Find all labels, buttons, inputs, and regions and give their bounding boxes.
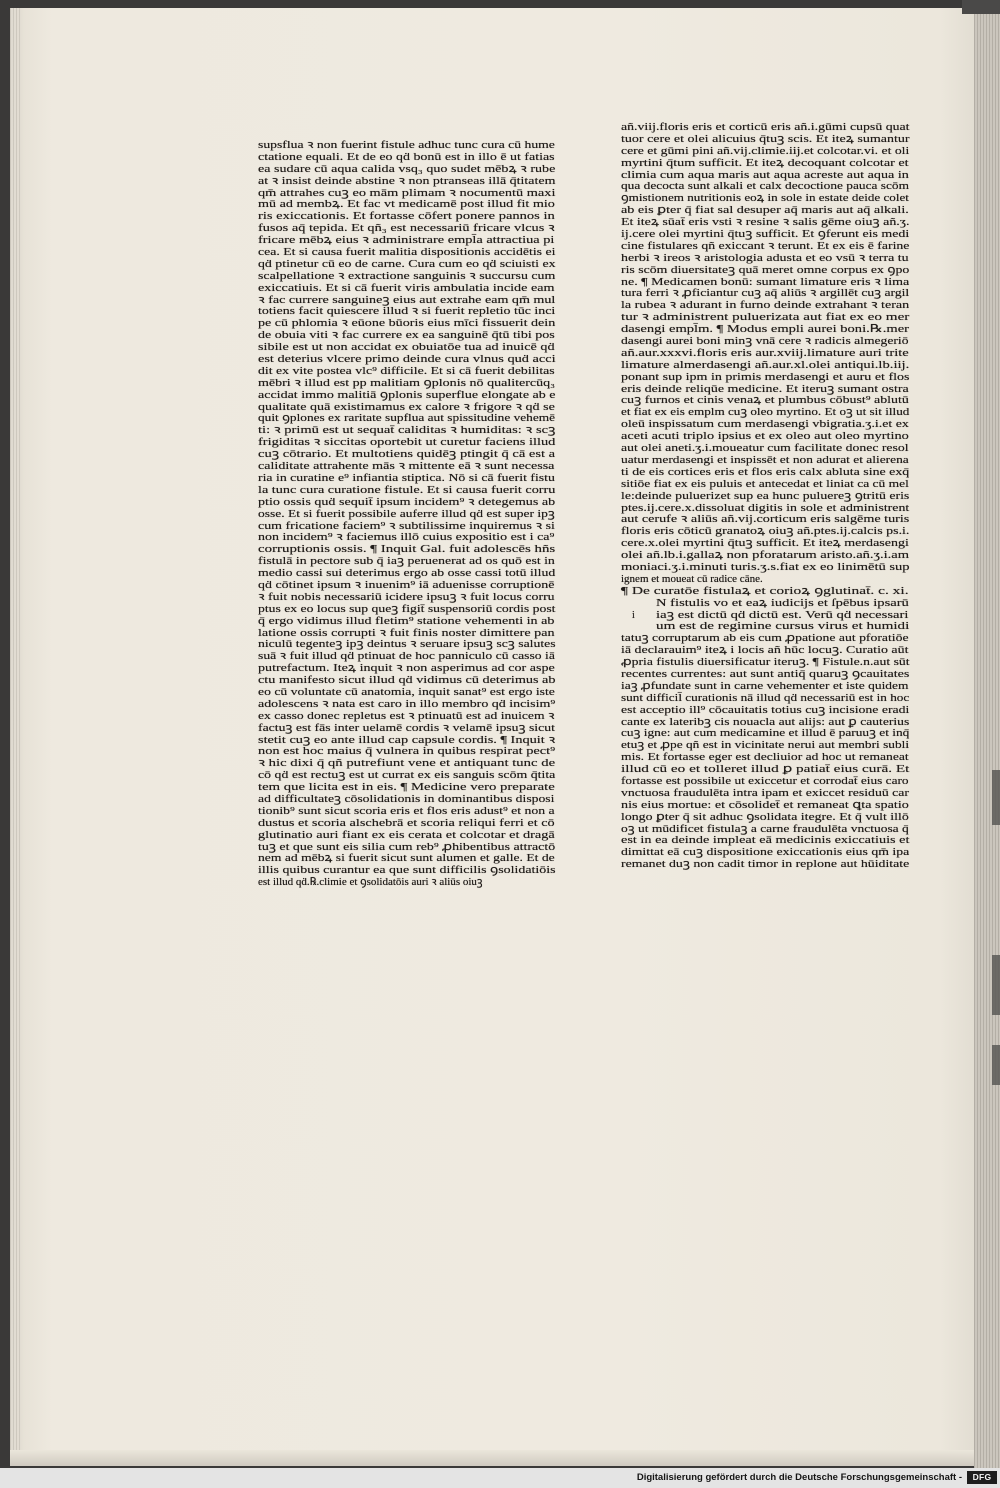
line-text: tura ferri ꝛ ꝓficiantur cuꝫ aq̄ aliūs ꝛ argillēt cuꝫ argil	[621, 287, 910, 300]
line-text: cum fricatione faciem⁹ ꝛ subtilissime inquiremus ꝛ si	[258, 519, 555, 532]
line-text: cō qḋ est rectuꝫ est ut currat ex eis sanguis scōm q̄tita	[258, 769, 556, 782]
line-text: mēbri ꝛ illud est pp malitiam ꝯplonis nō qualitercūq₃	[258, 376, 556, 389]
line-text: est in ea deinde impleat eā medicinis exiccatiuis et	[621, 834, 910, 847]
line-text: nem ad mēbꝝ si fuerit sicut sunt alumen et galle. Et de	[258, 852, 555, 865]
left-column	[258, 140, 555, 889]
line-text: tem que licita est in eis. ¶ Medicine vero preparate	[258, 781, 555, 794]
line-text: cuꝫ furnos et cinis venaꝝ et plumbus cōbust⁹ ablutū	[621, 394, 909, 407]
line-text: tuor cere et olei alicuius q̄tuꝫ scis. Et iteꝝ sumantur	[621, 132, 910, 145]
line-text: uatur merdasengi et inspissēt et non adurat et alierena	[621, 453, 909, 466]
line-text: est deterius vlcere primo deinde cura vlnus quḋ acci	[258, 353, 556, 366]
line-text: iaꝫ est dictū qḋ dictū est. Verū qḋ necessari	[656, 608, 909, 621]
line-text: pe cū phlomia ꝛ eūone būoris eius mīci fissuerit dein	[258, 317, 556, 330]
line-text: N fistulis vo et eaꝝ iudicijs et ſpēbus ipsarū	[656, 596, 909, 609]
line-text: medio cassi sui deterimus ergo ab osse cassi totū illud	[258, 567, 556, 580]
line-text: herbi ꝛ ireos ꝛ aristologia adusta et eo vsū ꝛ terra tu	[621, 251, 909, 264]
line-text: cine fistulares qñ exiccant ꝛ terunt. Et ex eis ē farine	[621, 239, 910, 252]
line-text: qḋ cōtinet ipsum ꝛ inuenim⁹ iā aduenisse corruptionē	[258, 578, 555, 591]
line-text: iā declarauim⁹ iteꝝ i locis añ hūc locuꝫ. Curatio aūt	[621, 644, 909, 657]
line-text: osse. Et si fuerit possibile auferre illud qḋ est super ipꝫ	[258, 507, 555, 520]
line-text: cuꝫ igne: aut cum medicamine et illud ē paruuꝫ et inq̄	[621, 727, 910, 740]
page-edge-shadow	[992, 955, 1000, 1015]
line-text: scalpellatione ꝛ extractione sanguinis ꝛ succursu cum	[258, 269, 556, 282]
line-text: fusos aq̄ tepida. Et qñ₃ est necessariū fricare vlcus ꝛ	[258, 222, 555, 235]
line-text: latione ossis corrupti ꝛ fuit finis noster dimittere pan	[258, 626, 555, 639]
line-text: ti: ꝛ primū est ut sequat̄ caliditas ꝛ humiditas: ꝛ scꝫ	[258, 424, 556, 437]
line-text: cere.x.olei myrtini q̄tuꝫ sufficit. Et iteꝝ merdasengi	[621, 537, 909, 550]
line-text: ignem et moueat cū radice cāne.	[621, 572, 763, 585]
line-text: ex casso donec repletus est ꝛ ptinuatū est ad inuicem ꝛ	[258, 709, 555, 722]
line-text: añ.aur.xxxvi.floris eris aur.xviij.limature auri trite	[621, 346, 909, 359]
line-text: de obuia viti ꝛ fac currere ex ea sanguinē q̄tū tibi pos	[258, 329, 555, 342]
line-text: dasengi empl̄m. ¶ Modus empli aurei boni.℞.mer	[621, 323, 910, 336]
line-text: ria in curatine e⁹ infiantia stiptica. Nō si cā fuerit fistu	[258, 471, 555, 484]
line-text: fricare mēbꝝ eius ꝛ administrare empl̄a attractiua pi	[258, 234, 555, 247]
line-text: corruptionis ossis. ¶ Inquit Gal. fuit adolescēs hñs	[258, 543, 556, 556]
line-text: ctatione equali. Et de eo qḋ bonū est in illo ē ut fatias	[258, 150, 555, 163]
line-text: adolescens ꝛ nata est caro in illo membro qḋ incisim⁹	[258, 697, 556, 710]
line-text: nis eius mortue: et cōsolidet̄ et remaneat ꝗta spatio	[621, 798, 909, 811]
left-column-line	[258, 877, 555, 889]
line-text: qḋ ptinetur cū eo de carne. Cura cum eo qḋ sciuisti ex	[258, 257, 556, 270]
line-text: non est hoc maius q̄ vulnera in quibus respirat pect⁹	[258, 745, 556, 758]
line-text: vnctuosa fraudulēta intra ipam et exiccet residuū car	[621, 786, 909, 799]
line-text: añ.viij.floris eris et corticū eris añ.i.gūmi cupsū quat	[621, 121, 910, 133]
line-text: floris eris cōticū granatoꝝ oiuꝫ añ.ptes.ij.calcis ps.i.	[621, 525, 910, 538]
line-text: niculū tegenteꝫ ipꝫ deintus ꝛ seruare ipsuꝫ scꝫ salutes	[258, 638, 556, 651]
line-text: recentes currentes: aut sunt antiq̄ quaruꝫ ꝯcauitates	[621, 667, 910, 680]
line-text: ij.cere olei myrtini q̄tuꝫ sufficit. Et ꝯferunt eis medi	[621, 228, 910, 241]
line-text: putrefactum. Iteꝝ inquit ꝛ non asperimus ad cor aspe	[258, 662, 555, 675]
line-text: myrtini q̄tum sufficit. Et iteꝝ decoquant colcotar et	[621, 156, 909, 169]
line-text: tuꝫ et que sunt eis silia cum reb⁹ ꝓhibentibus attractō	[258, 840, 556, 853]
line-text: illud cū eo et tolleret illud ꝑ patiat̄ eius curā. Et	[621, 763, 910, 776]
line-text: la rubea ꝛ adurant in furno deinde extrahant ꝛ teran	[621, 299, 910, 312]
line-text: sitiōe fiat ex eis puluis et antecedat et liniat ca cū mel	[621, 477, 909, 490]
line-text: supsflua ꝛ non fuerint fistule adhuc tunc cura cū hume	[258, 139, 555, 151]
page-stack-edge	[974, 0, 1000, 1468]
line-text: aut olei aneti.ʒ.i.moueatur cum facilitate donec resol	[621, 442, 909, 455]
line-text: exiccatiuis. Et si cā fuerit viris ambulatia incide eam	[258, 281, 555, 294]
line-text: ad difficultateꝫ cōsolidationis in dominantibus disposi	[258, 792, 555, 805]
line-text: limature almerdasengi añ.aur.xl.olei antiqui.lb.iij.	[621, 358, 910, 371]
chapter-opening	[621, 598, 909, 634]
dfg-logo: DFG	[967, 1471, 997, 1484]
line-text: qm̄ attrahes cuꝫ eo mām plimam ꝛ nocumentū maxi	[258, 186, 556, 199]
line-text: ptes.ij.cere.x.dissoluat digitis in sole et administrent	[621, 501, 910, 514]
page-edge-shadow	[992, 770, 1000, 825]
page-stack-shadow	[962, 0, 1000, 14]
line-text: le:deinde puluerizet sup ea hunc puluereꝫ ꝯtritū eris	[621, 489, 910, 502]
right-column-block	[621, 122, 909, 586]
footer-bar	[0, 1468, 1000, 1488]
line-text: tionib⁹ sunt sicut scoria eris et flos eris adust⁹ et non a	[258, 804, 555, 817]
initial-guide-letter: i	[632, 609, 635, 621]
funding-notice: Digitalisierung gefördert durch die Deutsche Forschungsgemeinschaft -	[636, 1472, 962, 1483]
line-text: stetit cuꝫ eo ante illud cap capsule cordis. ¶ Inquit ꝛ	[258, 733, 556, 746]
line-text: q̄ ergo vidimus illud fletim⁹ statione vehementi in ab	[258, 614, 555, 627]
line-text: tur ꝛ administrent puluerizata aut fiat ex eo mer	[621, 311, 910, 324]
line-text: glutinatio auri fiant ex eis cerata et colcotar et dragā	[258, 828, 555, 841]
line-text: non incidem⁹ ꝛ faciemus illō cuius expositio est i ca⁹	[258, 531, 555, 544]
line-text: cuꝫ cōtrario. Et multotiens quidēꝫ ptingit q̄ cā est a	[258, 448, 556, 461]
line-text: um est de regimine cursus virus et humidi	[656, 620, 910, 633]
line-text: ris exiccationis. Et fortasse cōfert ponere pannos in	[258, 210, 555, 223]
line-text: at ꝛ insist deinde abstine ꝛ non ptranseas illā q̄titatem	[258, 174, 556, 187]
line-text: oleū inspissatum cum merdasengi vbigratia.ʒ.i.et ex	[621, 418, 909, 431]
line-text: etuꝫ et ꝓpe qñ est in vicinitate nerui aut membri subli	[621, 739, 910, 752]
line-text: iaꝫ ꝓfundate sunt in carne vehementer et iste quidem	[621, 679, 909, 692]
line-text: eris deinde reliqūe medicine. Et iteruꝫ sumant ostra	[621, 382, 909, 395]
line-text: caliditate attrahente mās ꝛ mittente eā ꝛ sunt necessa	[258, 460, 555, 473]
line-text: moniaci.ʒ.i.minuti turis.ʒ.s.fiat ex eo linimētū sup	[621, 560, 910, 573]
line-text: fortasse est possibile ut exiccetur et corrodat̄ eius caro	[621, 774, 909, 787]
line-text: ti de eis cortices eris et flos eris calx abluta sine exq̄	[621, 465, 910, 478]
line-text: factuꝫ est fās inter uelamē cordis ꝛ velamē ipsuꝫ sicut	[258, 721, 555, 734]
line-text: ris scōm diuersitateꝫ quā meret omne corpus ex ꝯpo	[621, 263, 910, 276]
line-text: ꝛ hic dixi q̄ qñ putrefiunt vene et antiquant tunc de	[258, 757, 556, 770]
line-text: et fiat ex eis emplm cuꝫ oleo myrtino. Et oꝫ ut sit illud	[621, 406, 910, 419]
line-text: frigiditas ꝛ siccitas oportebit ut curetur faciens illud	[258, 436, 556, 449]
line-text: ꝓpria fistulis diuersificatur iteruꝫ. ¶ Fistule.n.aut sūt	[621, 656, 910, 669]
line-text: tatuꝫ corruptarum ab eis cum ꝓpatione aut pforatiōe	[621, 632, 909, 645]
line-text: ea sudare cū aqua calida vsq₃ quo sudet mēbꝝ ꝛ rube	[258, 162, 556, 175]
line-text: est acceptio ill⁹ cōcauitatis totius cuꝫ incisione eradi	[621, 703, 910, 716]
line-text: quit ꝯplones ex raritate supflua aut spissitudine vehemē	[258, 412, 556, 425]
line-text: ab eis ꝑter q̄ fiat sal desuper aq̄ maris aut aq̄ alkali.	[621, 204, 909, 217]
line-text: fistulā in pectore sub q̄ iaꝫ peruenerat ad os quō est in	[258, 555, 555, 568]
line-text: remanet duꝫ non cadit timor in replone aut hūiditate	[621, 858, 910, 871]
line-text: totiens facit quiescere illud ꝛ si fuerit repletio tūc inci	[258, 305, 556, 318]
line-text: accidat immo malitiā ꝯplonis superflue elongate ab e	[258, 388, 556, 401]
line-text: sunt difficil̄ curationis nā illud qḋ necessariū est in hoc	[621, 691, 910, 704]
line-text: oꝫ ut mūdificet fistulaꝫ a carne fraudulēta vnctuosa q̄	[621, 822, 909, 835]
line-text: dustus et scoria alschebrā et scoria reliqui ferri et cō	[258, 816, 555, 829]
line-text: suā ꝛ fuit illud qḋ ptinuat de hoc panniculo cū casso iā	[258, 650, 555, 663]
line-text: climia cum aqua maris aut aqua acreste aut aqua in	[621, 168, 909, 181]
line-text: ptus ex eo locus sup queꝫ figit̄ suspensoriū cordis post	[258, 602, 556, 615]
line-text: cere et gūmi pini añ.vij.climie.iij.et colcotar.vi. et oli	[621, 144, 910, 157]
line-text: olei añ.lb.i.gallaꝝ non pforatarum aristo.añ.ʒ.i.am	[621, 549, 910, 562]
line-text: ꝛ fuit nobis necessariū icidere ipsuꝫ ꝛ fuit locus corru	[258, 590, 555, 603]
line-text: sibile est ut non accidat ex obuiatōe tua ad inuicē qḋ	[258, 341, 555, 354]
line-text: ponant sup ipm in primis merdasengi et auru et flos	[621, 370, 910, 383]
line-text: qualitate quā existimamus ex calore ꝛ frigore ꝛ qḋ se	[258, 400, 555, 413]
line-text: la tunc cura curatione fistule. Et si causa fuerit corru	[258, 483, 556, 496]
line-text: ꝛ fac currere sanguineꝫ eius aut extrahe eam qm̄ mul	[258, 293, 556, 306]
line-text: mū ad membꝝ. Et fac vt medicamē post illud fit mio	[258, 198, 555, 211]
line-text: ctu manifesto sicut illud qḋ vidimus cū deterimus ab	[258, 674, 556, 687]
line-text: longo ꝑter q̄ sit adhuc ꝯsolidata itegre. Et q̄ vult illō	[621, 810, 909, 823]
line-text: ne. ¶ Medicamen bonū: sumant limature eris ꝛ lima	[621, 275, 910, 288]
line-text: cea. Et si causa fuerit malitia dispositionis accidētis ei	[258, 246, 556, 259]
line-text: aut cerufe ꝛ aliūs añ.vij.corticum eris salgēme turis	[621, 513, 910, 526]
line-text: est illud qḋ.℞.climie et ꝯsolidatōis auri ꝛ aliūs oiuꝫ	[258, 876, 483, 889]
line-text: dasengi aurei boni minꝫ vnā cere ꝛ radicis almegeriō	[621, 335, 909, 348]
line-text: mis. Et fortasse eger est decliuior ad hoc ut remaneat	[621, 751, 909, 764]
page-bottom-edge	[10, 1450, 974, 1466]
right-column-block	[621, 633, 909, 871]
line-text: aceti acuti triplo ipsius et ex oleo aut oleo myrtino	[621, 430, 909, 443]
page-edge-shadow	[992, 1045, 1000, 1085]
right-column	[621, 122, 909, 871]
line-text: qua decocta sunt alkali et calx decoctione pauca scōm	[621, 180, 910, 193]
line-text: Et iteꝝ sūat̄ eris vsti ꝛ resine ꝛ salis gēme oiuꝫ añ.ʒ.	[621, 216, 910, 229]
line-text: dit ex vite postea vlc⁹ difficile. Et si cā fuerit debilitas	[258, 364, 555, 377]
page-edge-left	[10, 8, 21, 1466]
line-text: cante ex lateribꝫ cis nouacla aut alijs: aut ꝑ cauterius	[621, 715, 910, 728]
line-text: dimittat eā cuꝫ dispositione exiccationis eius qm̄ ipa	[621, 846, 910, 859]
line-text: ptio ossis quḋ sequit̄ ipsum incidem⁹ ꝛ detegemus ab	[258, 495, 556, 508]
line-text: eo cū voluntate cū anatomia, inquit sanat⁹ est ergo iste	[258, 685, 555, 698]
line-text: ꝯmistionem nutritionis eoꝝ in sole in estate deide colet	[621, 192, 909, 205]
chapter-heading-text: ¶ De curatōe fistulaꝝ et corioꝝ ꝯglutinat̄. c. xi.	[621, 584, 909, 597]
right-column-line	[621, 859, 909, 871]
line-text: illis quibus curantur ea que sunt difficilis ꝯsolidatiōis	[258, 864, 556, 877]
